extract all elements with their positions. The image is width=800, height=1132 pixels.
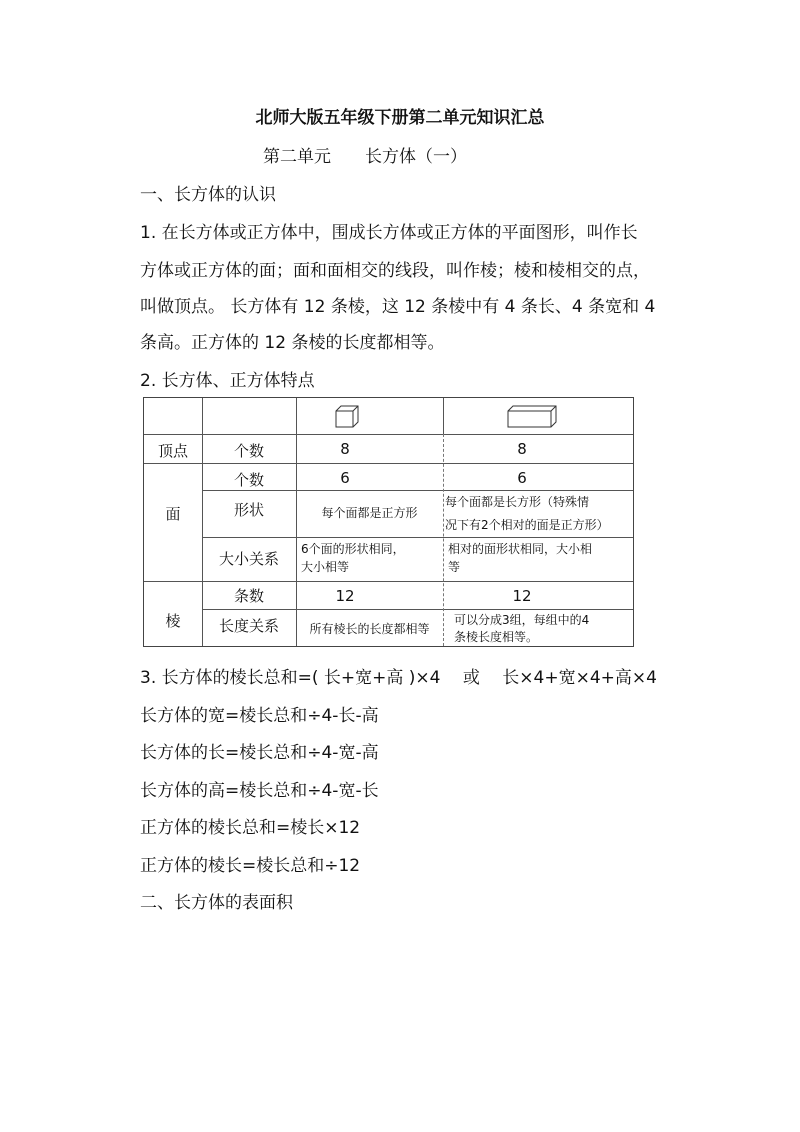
sub-label: 个数	[233, 442, 264, 460]
sub-label: 长度关系	[218, 617, 279, 635]
cuboid-face-count: 6	[517, 469, 527, 487]
formula-line: 正方体的棱长=棱长总和÷12	[140, 856, 361, 876]
cube-edge-length: 所有棱长的长度都相等	[309, 622, 430, 636]
para1-line: 条高。正方体的 12 条棱的长度都相等。	[140, 333, 445, 353]
cube-icon	[335, 404, 359, 428]
cube-face-shape: 每个面都是正方形	[321, 506, 418, 520]
formula-line: 长方体的宽=棱长总和÷4-长-高	[140, 706, 379, 726]
cube-vertex-count: 8	[340, 440, 350, 458]
features-table	[143, 397, 634, 647]
sub-label: 个数	[233, 471, 264, 489]
topic-label: 长方体（一）	[365, 147, 467, 167]
cube-face-size-line: 大小相等	[301, 560, 350, 574]
formula-line: 长方体的高=棱长总和÷4-宽-长	[140, 781, 379, 801]
formula-line: 正方体的棱长总和=棱长×12	[140, 818, 361, 838]
cube-edge-count: 12	[335, 587, 355, 605]
row-label-vertex: 顶点	[157, 442, 188, 460]
para1-line: 1. 在长方体或正方体中，围成长方体或正方体的平面图形，叫作长	[140, 223, 638, 243]
sub-label: 条数	[233, 587, 264, 605]
unit-subtitle	[263, 142, 467, 167]
row-label-edge: 棱	[165, 612, 181, 630]
unit-label: 第二单元	[263, 147, 331, 167]
cuboid-face-size-line: 相对的面形状相同，大小相	[448, 542, 593, 556]
row-label-face: 面	[165, 505, 181, 523]
para1-line: 叫做顶点。 长方体有 12 条棱，这 12 条棱中有 4 条长、4 条宽和 4	[140, 297, 656, 317]
section2-heading: 二、长方体的表面积	[140, 893, 293, 913]
formula-line: 长方体的长=棱长总和÷4-宽-高	[140, 743, 379, 763]
cuboid-icon	[507, 404, 557, 428]
sub-label: 形状	[233, 501, 264, 519]
cube-face-size-line: 6个面的形状相同，	[301, 542, 405, 556]
cuboid-face-shape-line: 况下有2个相对的面是正方形）	[445, 518, 609, 532]
cuboid-edge-length-line: 可以分成3组，每组中的4	[454, 613, 590, 627]
cuboid-face-size-line: 等	[448, 560, 461, 574]
cuboid-edge-count: 12	[512, 587, 532, 605]
document-title: 北师大版五年级下册第二单元知识汇总	[255, 108, 545, 128]
formula-line: 3. 长方体的棱长总和=( 长+宽+高 )×4 或 长×4+宽×4+高×4	[140, 668, 657, 688]
cuboid-vertex-count: 8	[517, 440, 527, 458]
section1-heading: 一、长方体的认识	[140, 185, 276, 205]
para1-line: 方体或正方体的面；面和面相交的线段，叫作棱；棱和棱相交的点，	[140, 261, 650, 281]
cuboid-face-shape-line: 每个面都是长方形（特殊情	[445, 495, 590, 509]
cuboid-edge-length-line: 条棱长度相等。	[454, 630, 539, 644]
sub-label: 大小关系	[218, 550, 279, 568]
cube-face-count: 6	[340, 469, 350, 487]
para2-heading: 2. 长方体、正方体特点	[140, 371, 315, 391]
